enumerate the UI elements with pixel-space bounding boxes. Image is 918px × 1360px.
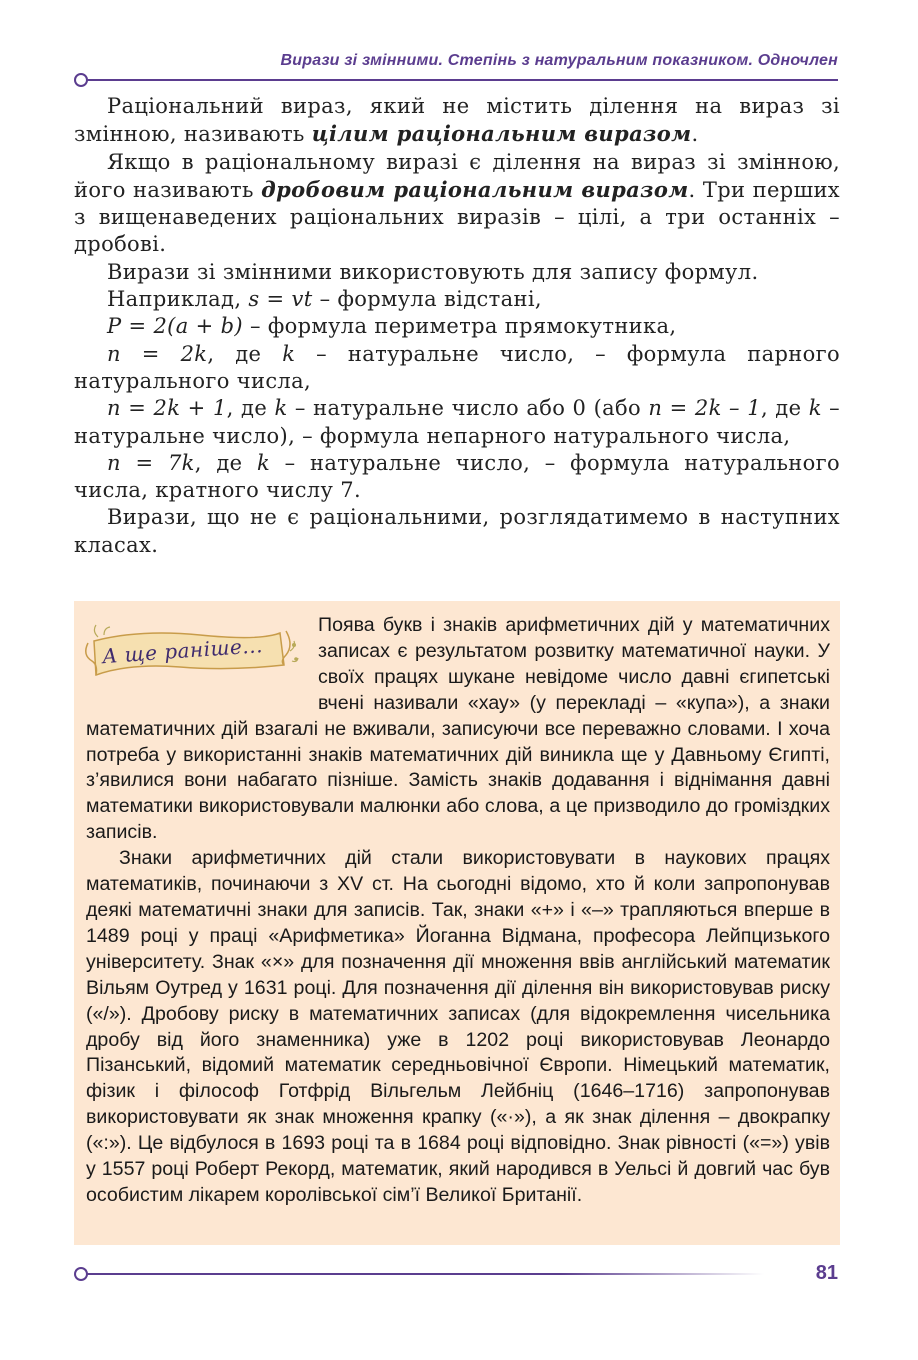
variable: k	[808, 396, 822, 421]
term-integer-rational-expression: цілим раціональним виразом	[311, 121, 692, 147]
text: . Три перших з вищенаведених раціональних виразів – цілі, а три останніх – дробові.	[74, 177, 840, 257]
variable: k	[282, 341, 296, 366]
formula: P = 2(a + b)	[107, 314, 243, 339]
text: , де	[207, 341, 262, 366]
history-box	[74, 601, 840, 1245]
text: , де	[194, 450, 243, 475]
formula-multiple-of-seven	[74, 450, 840, 505]
text: , де	[226, 396, 268, 421]
text: – натуральне число), – формула непарного натурального числа,	[74, 396, 841, 448]
main-text	[74, 93, 840, 559]
text: Якщо в раціональному виразі є ділення на вираз зі змінною, його називають	[74, 149, 840, 202]
badge-spacer	[86, 613, 318, 691]
running-header: Вирази зі змінними. Степінь з натуральним показником. Одночлен	[280, 52, 838, 69]
text: .	[691, 122, 699, 147]
footer-rule-ring	[74, 1267, 88, 1281]
formula: n = 2k	[107, 341, 208, 366]
history-text	[86, 613, 830, 1209]
formula: s = vt	[248, 287, 313, 312]
text: – формула відстані,	[319, 287, 542, 312]
text: – натуральне число або 0 (або	[294, 396, 641, 421]
text: – натуральне число, – формула парного натурального числа,	[74, 341, 840, 393]
text: , де	[760, 396, 802, 421]
text: – формула периметра прямокутника,	[249, 314, 677, 339]
formula: n = 2k – 1	[648, 396, 761, 421]
formula: n = 7k	[107, 450, 195, 475]
history-paragraph-1: Поява букв і знаків арифметичних дій у математичних записах є результатом розвитку математичної науки. У своїх працях шукане невідоме число давні єгипетські вчені називали «хау» (у перекладі – «купа»), а знаки математичних дій взагалі не вживали, записуючи все переважно словами. І хоча потреба у використанні знаків математичних дій виникла ще у Давньому Єгипті, з’явилися вони набагато пізніше. Замість знаків додавання і віднімання давні математики використовували малюнки або слова, а це призводило до громіздких записів.	[86, 614, 830, 844]
text: Наприклад,	[107, 287, 242, 312]
formula: n = 2k + 1	[107, 396, 227, 421]
page-number: 81	[815, 1262, 838, 1284]
variable: k	[274, 396, 288, 421]
text: – натуральне число, – формула натурального числа, кратного числу 7.	[74, 450, 840, 503]
text: Раціональний вираз, який не містить ділення на вираз зі змінною, називають	[74, 94, 840, 147]
formula-distance	[74, 286, 840, 313]
paragraph-non-rational: Вирази, що не є раціональними, розглядатимемо в наступних класах.	[74, 505, 840, 557]
header-rule	[84, 79, 838, 81]
formula-even-number	[74, 341, 840, 396]
paragraph-formulas-intro: Вирази зі змінними використовують для запису формул.	[107, 259, 759, 284]
paragraph-fractional-expression	[74, 149, 840, 259]
header-rule-ring	[74, 73, 88, 87]
formula-perimeter	[74, 313, 840, 340]
footer-rule	[84, 1273, 764, 1275]
badge-label: А ще раніше...	[101, 633, 264, 669]
formula-odd-number	[74, 395, 840, 450]
history-paragraph-2: Знаки арифметичних дій стали використовувати в наукових працях математиків, починаючи з XV ст. На сьогодні відомо, хто й коли запропонував деякі математичні знаки для записів. Так, знаки «+» і «–» трапляються вперше в 1489 році у праці «Арифметика» Йоганна Відмана, професора Лейпцизького університету. Знак «×» для позначення дії множення ввів англійський математик Вільям Оутред у 1631 році. Для позначення дії ділення він використовував риску («/»). Дробову риску в математичних записах (для відокремлення чисельника дробу від його знаменника) уже в 1202 році використовував Леонардо Пізанський, відомий математик середньовічної Європи. Німецький математик, фізик і філософ Готфрід Вільгельм Лейбніц (1646–1716) запропонував використовувати як знак множення крапку («·»), а як знак ділення – двокрапку («:»). Це відбулося в 1693 році та в 1684 році відповідно. Знак рівності («=») увів у 1557 році Роберт Рекорд, математик, який народився в Уельсі й довгий час був особистим лікарем королівської сім’ї Великої Британії.	[86, 847, 830, 1206]
variable: k	[256, 450, 271, 475]
term-fractional-rational-expression: дробовим раціональним виразом	[261, 176, 689, 202]
paragraph-integer-expression	[74, 93, 840, 149]
